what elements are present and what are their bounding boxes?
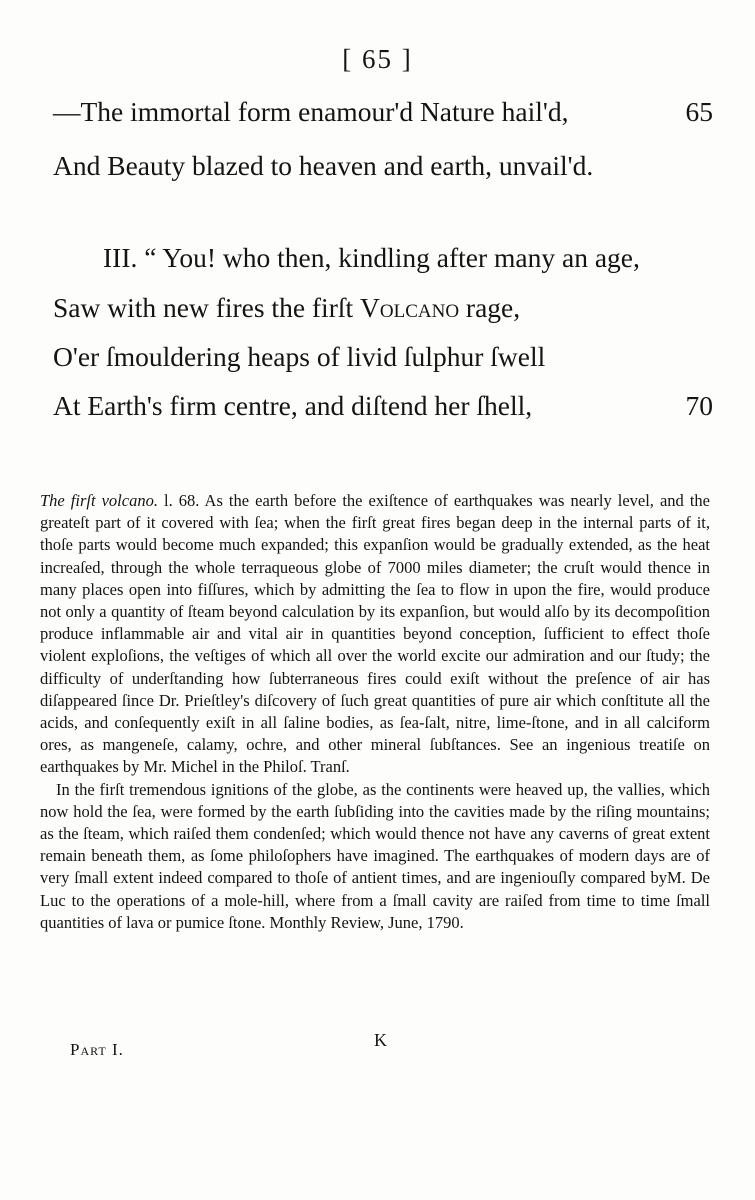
verse-line-5 — [53, 341, 713, 373]
footnote-reference: l. 68. — [157, 491, 200, 510]
verse-line-2 — [53, 150, 713, 182]
verse-text: III. “ You! who then, kindling after many an age, — [103, 242, 640, 273]
part-label-text: Part I. — [70, 1040, 124, 1059]
verse-text: At Earth's firm centre, and diſtend her ſhell, — [53, 390, 533, 421]
verse-line-3 — [103, 242, 713, 274]
verse-text: O'er ſmouldering heaps of livid ſulphur ſwell — [53, 341, 546, 372]
signature-mark: K — [374, 1030, 387, 1050]
footnote-body: As the earth before the exiſtence of earthquakes was nearly level, and the greateſt part of it covered with ſea; when the firſt great fires began deep in the internal parts of it, thoſe parts would become much expanded; this expanſion would be gradually extended, as the heat increaſed, through the whole terraqueous globe of 7000 miles diameter; the cruſt would thence in many places open into fiſſures, which by admitting the ſea to flow in upon the fire, would produce not only a quantity of ſteam beyond calculation by its expanſion, but would alſo by its decompoſition produce inflammable air and vital air in quantities beyond conception, ſufficient to effect thoſe violent exploſions, the veſtiges of which all over the world excite our admiration and our ſtudy; the difficulty of underſtanding how ſubterraneous fires could exiſt without the preſence of air has diſappeared ſince Dr. Prieſtley's diſcovery of ſuch great quantities of pure air which conſtitute all the acids, and conſequently exiſt in all ſaline bodies, as ſea-ſalt, nitre, lime-ſtone, and in all calciform ores, as mangeneſe, calamy, ochre, and other mineral ſubſtances. See an ingenious treatiſe on earthquakes by Mr. Michel in the Philoſ. Tranſ. — [40, 491, 710, 777]
verse-text-after: rage, — [459, 292, 521, 323]
verse-text: —The immortal form enamour'd Nature hail'd, — [53, 96, 569, 127]
part-label — [70, 1040, 124, 1060]
verse-line-number: 70 — [685, 390, 713, 421]
verse-text: And Beauty blazed to heaven and earth, unvail'd. — [53, 150, 594, 181]
footnote-paragraph-2: In the firſt tremendous ignitions of the globe, as the continents were heaved up, the vallies, which now hold the ſea, were formed by the earth ſubſiding into the cavities made by the riſing mountains; as the ſteam, which raiſed them condenſed; which would thence not have any caverns of great extent remain beneath them, as ſome philoſophers have imagined. The earthquakes of modern days are of very ſmall extent indeed compared to thoſe of antient times, and are ingeniouſly compared byM. De Luc to the operations of a mole-hill, where from a ſmall cavity are raiſed from time to time ſmall quantities of lava or pumice ſtone. Monthly Review, June, 1790. — [40, 779, 710, 932]
verse-line-6 — [53, 390, 713, 422]
verse-line-4 — [53, 292, 713, 324]
verse-line-number: 65 — [685, 96, 713, 127]
footnote-title: The firſt volcano. — [40, 491, 158, 510]
footnote-paragraph-1 — [40, 490, 710, 779]
verse-line-1 — [53, 96, 713, 128]
page-number: [ 65 ] — [342, 44, 413, 74]
footnote — [40, 490, 710, 934]
verse-text-before: Saw with new fires the firſt — [53, 292, 361, 323]
verse-text-small-caps: Volcano — [360, 292, 460, 323]
